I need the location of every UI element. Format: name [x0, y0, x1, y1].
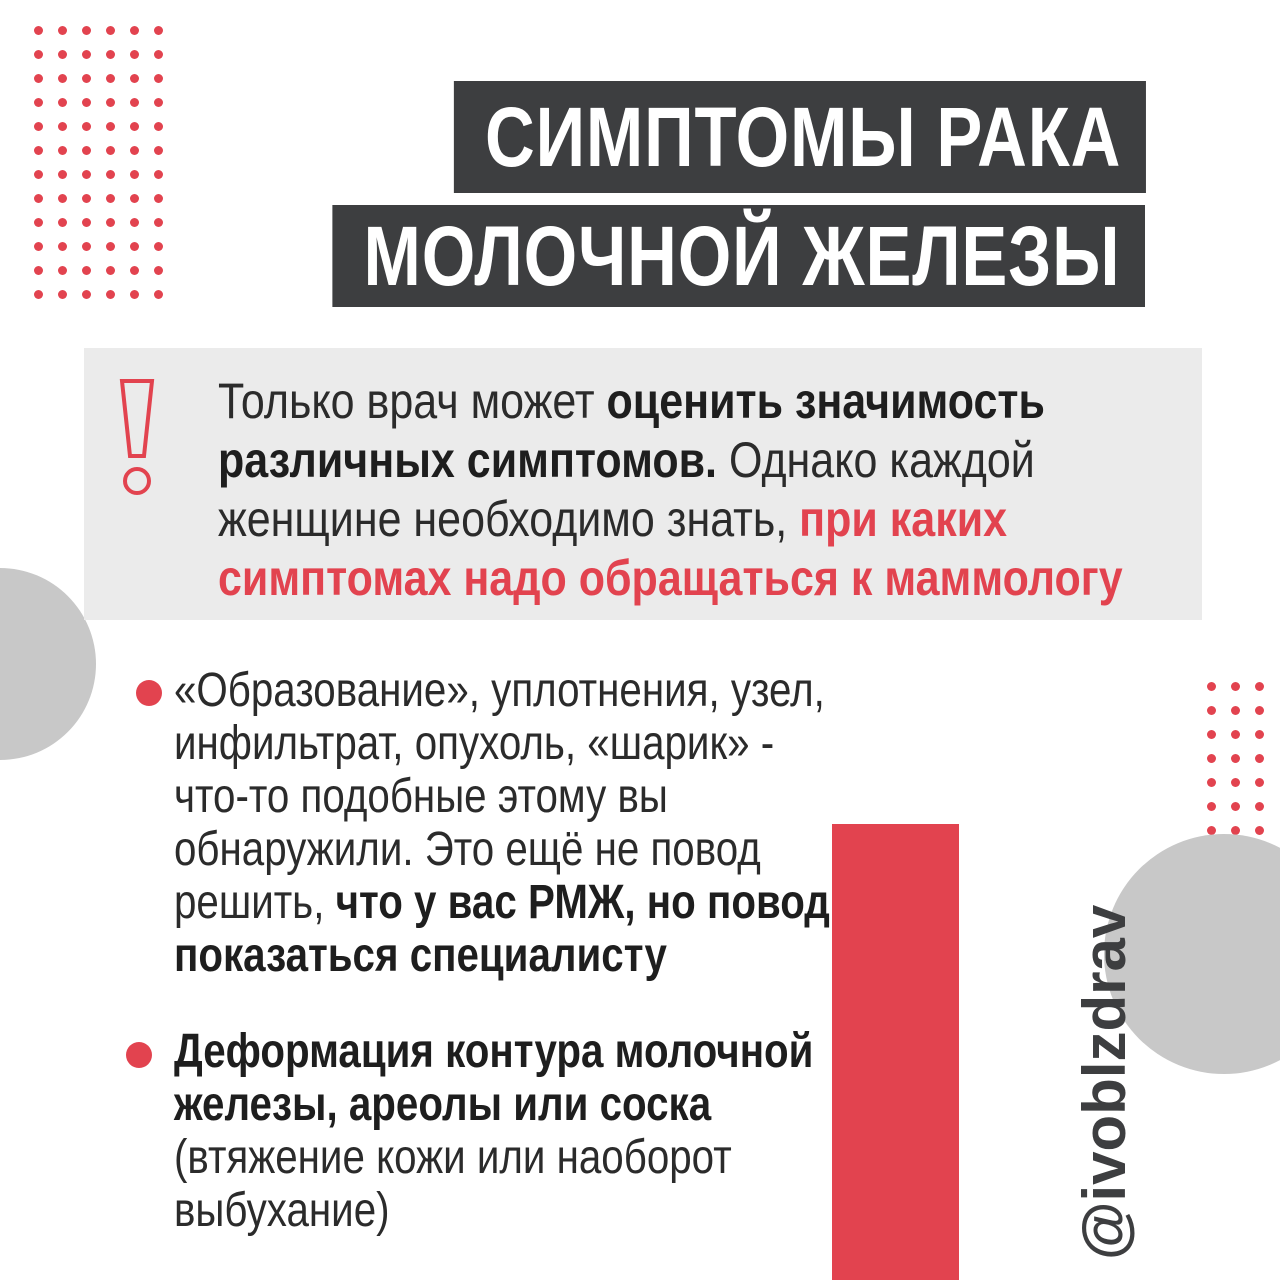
decorative-dot: [82, 74, 91, 83]
decorative-dot: [58, 266, 67, 275]
decorative-dot: [154, 122, 163, 131]
decorative-dot: [130, 50, 139, 59]
decorative-half-circle: [0, 568, 96, 760]
decorative-dot: [130, 74, 139, 83]
page-title-line-1: СИМПТОМЫ РАКА: [454, 81, 1146, 193]
decorative-dot: [82, 98, 91, 107]
decorative-dot: [1207, 802, 1216, 811]
symptom-item-1: [174, 664, 830, 982]
decorative-dot: [1231, 730, 1240, 739]
decorative-dot: [1255, 802, 1264, 811]
decorative-dot: [58, 146, 67, 155]
decorative-dot: [58, 290, 67, 299]
decorative-dot: [106, 146, 115, 155]
decorative-dot: [34, 98, 43, 107]
decorative-red-bar: [832, 824, 959, 1280]
decorative-dot: [34, 194, 43, 203]
decorative-dot: [154, 146, 163, 155]
decorative-dot: [1207, 682, 1216, 691]
decorative-dot: [34, 242, 43, 251]
decorative-dot: [130, 146, 139, 155]
symptom-text-part: решить,: [174, 876, 336, 929]
decorative-dot: [82, 290, 91, 299]
decorative-dot: [1255, 706, 1264, 715]
decorative-dot: [1255, 682, 1264, 691]
decorative-dot: [106, 266, 115, 275]
decorative-dot: [154, 218, 163, 227]
decorative-dot: [58, 50, 67, 59]
decorative-dot: [34, 170, 43, 179]
decorative-dot: [34, 266, 43, 275]
decorative-dot: [1255, 778, 1264, 787]
decorative-dot: [1231, 682, 1240, 691]
decorative-dot: [34, 290, 43, 299]
notice-text-part: Однако каждой: [717, 432, 1035, 488]
symptom-text-line: (втяжение кожи или наоборот: [174, 1131, 732, 1184]
decorative-dot: [154, 266, 163, 275]
decorative-dot: [58, 122, 67, 131]
decorative-dot: [1231, 778, 1240, 787]
decorative-dot: [154, 170, 163, 179]
decorative-dot: [130, 218, 139, 227]
decorative-dot: [106, 26, 115, 35]
decorative-dot: [130, 194, 139, 203]
decorative-dot: [82, 194, 91, 203]
symptom-text-bold: показаться специалисту: [174, 929, 667, 982]
decorative-dot: [130, 170, 139, 179]
decorative-dot: [154, 26, 163, 35]
notice-text-part: Только врач может: [218, 373, 607, 429]
symptom-text-line: выбухание): [174, 1184, 390, 1237]
decorative-dot: [106, 98, 115, 107]
decorative-dot: [1255, 826, 1264, 835]
symptom-item-2: [174, 1025, 813, 1237]
decorative-dot: [130, 266, 139, 275]
decorative-dot: [58, 194, 67, 203]
decorative-dot: [106, 218, 115, 227]
decorative-dot: [1231, 802, 1240, 811]
decorative-dot: [34, 50, 43, 59]
decorative-dot: [1207, 754, 1216, 763]
decorative-dot: [154, 50, 163, 59]
decorative-dot: [82, 26, 91, 35]
decorative-dot: [130, 290, 139, 299]
decorative-dot: [82, 170, 91, 179]
decorative-dot: [58, 26, 67, 35]
decorative-dot: [82, 266, 91, 275]
symptom-text-line: что-то подобные этому вы: [174, 770, 668, 823]
decorative-dot: [130, 98, 139, 107]
symptom-text-line: «Образование», уплотнения, узел,: [174, 664, 825, 717]
decorative-dot: [106, 242, 115, 251]
decorative-dot: [130, 122, 139, 131]
page-title-line-2: МОЛОЧНОЙ ЖЕЛЕЗЫ: [332, 205, 1145, 307]
decorative-dot: [106, 74, 115, 83]
decorative-dot: [130, 242, 139, 251]
decorative-dot: [1207, 730, 1216, 739]
notice-text-highlight: симптомах надо обращаться к маммологу: [218, 550, 1123, 606]
social-handle: @ivoblzdrav: [1071, 904, 1138, 1260]
decorative-dot: [34, 26, 43, 35]
decorative-dot: [82, 122, 91, 131]
decorative-dot: [58, 74, 67, 83]
decorative-dot: [154, 242, 163, 251]
symptom-text-bold: железы, ареолы или соска: [174, 1078, 712, 1131]
decorative-dot: [1207, 706, 1216, 715]
notice-text: [218, 372, 1123, 608]
decorative-dot: [34, 74, 43, 83]
decorative-dot: [106, 170, 115, 179]
decorative-dot: [1231, 754, 1240, 763]
decorative-dot: [106, 290, 115, 299]
decorative-dot: [34, 122, 43, 131]
decorative-dot: [154, 290, 163, 299]
notice-text-bold: различных симптомов.: [218, 432, 718, 488]
decorative-dot: [82, 146, 91, 155]
decorative-dot: [58, 218, 67, 227]
decorative-dot: [82, 242, 91, 251]
notice-text-highlight: при каких: [799, 491, 1008, 547]
decorative-dot: [82, 218, 91, 227]
decorative-dot: [82, 50, 91, 59]
decorative-dot: [34, 218, 43, 227]
decorative-dot: [58, 242, 67, 251]
decorative-dot: [106, 194, 115, 203]
symptom-text-bold: что у вас РМЖ, но повод: [335, 876, 830, 929]
decorative-dot: [1231, 706, 1240, 715]
bullet-marker: [126, 1042, 152, 1068]
decorative-dot: [34, 146, 43, 155]
decorative-dot: [154, 98, 163, 107]
decorative-dot: [1255, 754, 1264, 763]
symptom-text-line: обнаружили. Это ещё не повод: [174, 823, 761, 876]
decorative-dot: [1255, 730, 1264, 739]
symptom-text-bold: Деформация контура молочной: [174, 1025, 814, 1078]
notice-text-bold: оценить значимость: [606, 373, 1045, 429]
bullet-marker: [136, 680, 162, 706]
decorative-dot: [130, 26, 139, 35]
exclamation-icon: [114, 378, 174, 508]
symptom-text-line: инфильтрат, опухоль, «шарик» -: [174, 717, 775, 770]
decorative-dot: [106, 50, 115, 59]
decorative-dot: [154, 194, 163, 203]
decorative-dot: [106, 122, 115, 131]
notice-text-part: женщине необходимо знать,: [218, 491, 800, 547]
decorative-dot: [58, 98, 67, 107]
decorative-dot: [58, 170, 67, 179]
decorative-dot: [1207, 778, 1216, 787]
decorative-dot: [154, 74, 163, 83]
